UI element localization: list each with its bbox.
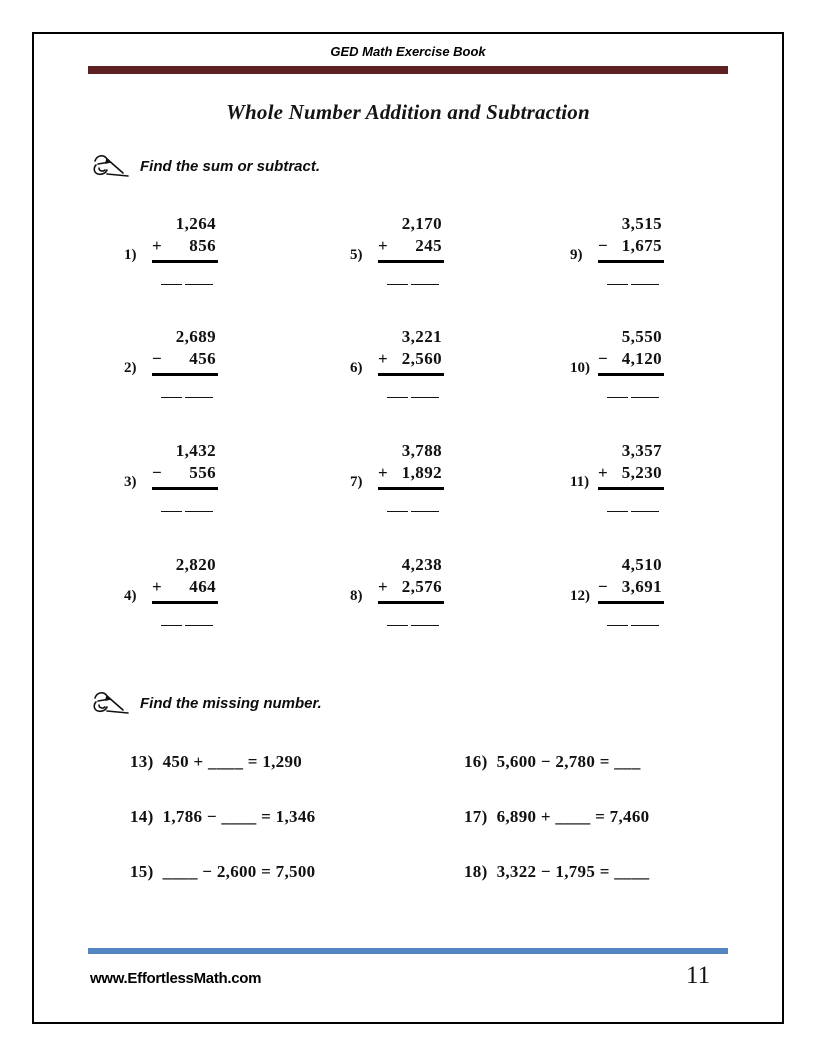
operator-row xyxy=(378,235,444,263)
operator-sign: − xyxy=(152,463,163,482)
problem-17[interactable] xyxy=(464,807,649,827)
answer-blank[interactable] xyxy=(607,499,664,512)
answer-blank[interactable] xyxy=(387,613,444,626)
equation: 5,600 − 2,780 = ___ xyxy=(496,752,641,771)
problem-number: 5) xyxy=(350,247,363,263)
bottom-operand: 2,576 xyxy=(401,577,442,596)
answer-blank[interactable] xyxy=(161,613,218,626)
top-operand: 3,357 xyxy=(621,441,662,460)
instruction-text: Find the missing number. xyxy=(140,694,322,712)
operator-sign: + xyxy=(378,577,389,596)
problem-number: 17) xyxy=(464,807,488,826)
operator-sign: − xyxy=(152,349,163,368)
top-operand: 5,550 xyxy=(621,327,662,346)
answer-blank[interactable] xyxy=(161,499,218,512)
operator-sign: − xyxy=(598,349,609,368)
problem-10 xyxy=(570,326,664,398)
operator-row xyxy=(598,348,664,376)
book-title: GED Math Exercise Book xyxy=(330,44,486,59)
operator-sign: + xyxy=(378,236,389,255)
problem-stack xyxy=(152,440,218,512)
problem-number: 3) xyxy=(124,474,137,490)
bottom-operand: 4,120 xyxy=(621,349,662,368)
answer-blank[interactable] xyxy=(607,272,664,285)
problem-11 xyxy=(570,440,664,512)
bottom-operand: 464 xyxy=(189,577,216,596)
bottom-operand: 856 xyxy=(189,236,216,255)
equation: 1,786 − ____ = 1,346 xyxy=(162,807,316,826)
bottom-operand: 2,560 xyxy=(401,349,442,368)
problem-9 xyxy=(570,213,664,285)
answer-blank[interactable] xyxy=(387,385,444,398)
operator-sign: + xyxy=(378,349,389,368)
top-operand: 1,432 xyxy=(175,441,216,460)
problem-14[interactable] xyxy=(130,807,315,827)
operator-sign: − xyxy=(598,577,609,596)
problem-3 xyxy=(124,440,218,512)
writing-hand-icon xyxy=(92,152,130,180)
page-title: Whole Number Addition and Subtraction xyxy=(226,100,590,124)
problem-6 xyxy=(350,326,444,398)
top-operand: 1,264 xyxy=(175,214,216,233)
operator-sign: + xyxy=(152,577,163,596)
problem-number: 2) xyxy=(124,360,137,376)
problem-number: 14) xyxy=(130,807,154,826)
problem-number: 18) xyxy=(464,862,488,881)
problem-number: 16) xyxy=(464,752,488,771)
writing-hand-icon xyxy=(92,689,130,717)
operator-row xyxy=(378,576,444,604)
operator-sign: + xyxy=(152,236,163,255)
answer-blank[interactable] xyxy=(387,499,444,512)
bottom-operand: 556 xyxy=(189,463,216,482)
operator-sign: + xyxy=(378,463,389,482)
problem-stack xyxy=(598,213,664,285)
bottom-operand: 245 xyxy=(415,236,442,255)
problem-stack xyxy=(378,326,444,398)
problem-7 xyxy=(350,440,444,512)
problem-stack xyxy=(598,554,664,626)
problem-12 xyxy=(570,554,664,626)
problem-1 xyxy=(124,213,218,285)
top-operand: 4,238 xyxy=(401,555,442,574)
answer-blank[interactable] xyxy=(387,272,444,285)
problem-number: 12) xyxy=(570,588,590,604)
problem-stack xyxy=(152,213,218,285)
problem-number: 4) xyxy=(124,588,137,604)
operator-row xyxy=(152,235,218,263)
header-rule xyxy=(88,66,728,74)
operator-row xyxy=(598,462,664,490)
problem-number: 9) xyxy=(570,247,583,263)
footer-rule xyxy=(88,948,728,954)
bottom-operand: 5,230 xyxy=(621,463,662,482)
operator-row xyxy=(152,462,218,490)
answer-blank[interactable] xyxy=(607,385,664,398)
operator-row xyxy=(152,348,218,376)
problem-number: 6) xyxy=(350,360,363,376)
operator-sign: + xyxy=(598,463,609,482)
problem-stack xyxy=(152,554,218,626)
problem-stack xyxy=(598,326,664,398)
website-link[interactable]: www.EffortlessMath.com xyxy=(90,970,262,987)
problem-15[interactable] xyxy=(130,862,315,882)
equation: 6,890 + ____ = 7,460 xyxy=(496,807,650,826)
bottom-operand: 1,675 xyxy=(621,236,662,255)
operator-row xyxy=(598,235,664,263)
problem-number: 10) xyxy=(570,360,590,376)
sum-instruction xyxy=(92,152,320,180)
instruction-text: Find the sum or subtract. xyxy=(140,157,321,175)
problem-stack xyxy=(378,440,444,512)
problem-stack xyxy=(152,326,218,398)
bottom-operand: 1,892 xyxy=(401,463,442,482)
top-operand: 3,788 xyxy=(401,441,442,460)
answer-blank[interactable] xyxy=(607,613,664,626)
problem-13[interactable] xyxy=(130,752,302,772)
problem-number: 11) xyxy=(570,474,590,490)
equation: 450 + ____ = 1,290 xyxy=(162,752,303,771)
top-operand: 2,689 xyxy=(175,327,216,346)
problem-18[interactable] xyxy=(464,862,649,882)
equation: ____ − 2,600 = 7,500 xyxy=(162,862,316,881)
bottom-operand: 456 xyxy=(189,349,216,368)
operator-row xyxy=(598,576,664,604)
answer-blank[interactable] xyxy=(161,272,218,285)
problem-stack xyxy=(598,440,664,512)
problem-4 xyxy=(124,554,218,626)
operator-row xyxy=(378,462,444,490)
problem-number: 7) xyxy=(350,474,363,490)
answer-blank[interactable] xyxy=(161,385,218,398)
problem-number: 13) xyxy=(130,752,154,771)
bottom-operand: 3,691 xyxy=(621,577,662,596)
operator-row xyxy=(378,348,444,376)
missing-instruction xyxy=(92,689,322,717)
problem-stack xyxy=(378,554,444,626)
problem-2 xyxy=(124,326,218,398)
page-number: 11 xyxy=(686,962,711,989)
problem-number: 8) xyxy=(350,588,363,604)
top-operand: 3,515 xyxy=(621,214,662,233)
problem-16[interactable] xyxy=(464,752,641,772)
operator-row xyxy=(152,576,218,604)
problem-stack xyxy=(378,213,444,285)
problem-8 xyxy=(350,554,444,626)
problem-5 xyxy=(350,213,444,285)
problem-number: 1) xyxy=(124,247,137,263)
top-operand: 4,510 xyxy=(621,555,662,574)
top-operand: 2,820 xyxy=(175,555,216,574)
operator-sign: − xyxy=(598,236,609,255)
top-operand: 3,221 xyxy=(401,327,442,346)
top-operand: 2,170 xyxy=(401,214,442,233)
problem-number: 15) xyxy=(130,862,154,881)
equation: 3,322 − 1,795 = ____ xyxy=(496,862,650,881)
